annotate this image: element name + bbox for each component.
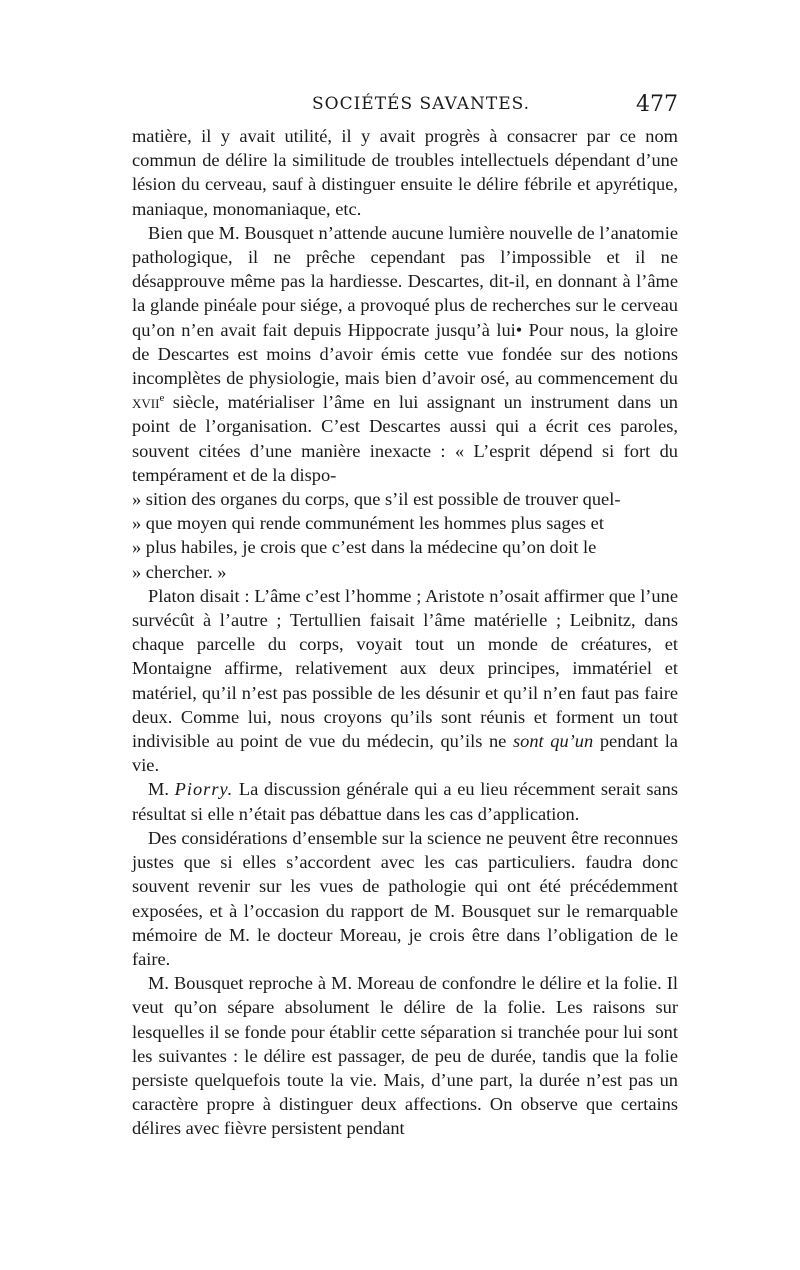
paragraph-6 — [132, 971, 678, 1140]
paragraph-3-text-b: pendant la vie. — [132, 731, 678, 776]
paragraph-1 — [132, 124, 678, 221]
paragraph-5 — [132, 826, 678, 971]
page-number: 477 — [636, 92, 678, 117]
body-text — [132, 124, 678, 1141]
paragraph-2 — [132, 221, 678, 487]
running-title: SOCIÉTÉS SAVANTES. — [312, 94, 531, 114]
quote-line-2: » que moyen qui rende communément les hommes plus sages et — [132, 513, 604, 534]
page-header — [132, 92, 678, 118]
speaker-prefix: M. — [148, 779, 169, 800]
paragraph-3-emphasis: sont qu’un — [513, 731, 594, 752]
century-superscript: e — [159, 392, 165, 405]
paragraph-3 — [132, 584, 678, 778]
paragraph-2-text-b: siècle, matérialiser l’âme en lui assignant un instrument dans un point de l’organisation. C’est Descartes aussi qui a écrit ces paroles, souvent citées d’une manière inexacte : « L’esprit dépend si fort du tempérament et de la dispo- — [132, 392, 678, 485]
century-numeral: xvii — [132, 392, 160, 413]
paragraph-1-text: matière, il y avait utilité, il y avait progrès à consacrer par ce nom commun de délire la similitude de troubles intellectuels dépendant d’une lésion du cerveau, sauf à distinguer ensuite le délire fébrile et apyrétique, maniaque, monomaniaque, etc. — [132, 126, 678, 219]
quote-line-3: » plus habiles, je crois que c’est dans la médecine qu’on doit le — [132, 537, 597, 558]
quote-line-1: » sition des organes du corps, que s’il est possible de trouver quel- — [132, 489, 621, 510]
paragraph-4-text: La discussion générale qui a eu lieu récemment serait sans résultat si elle n’était pas débattue dans les cas d’application. — [132, 779, 678, 824]
paragraph-4 — [132, 777, 678, 825]
paragraph-6-text: M. Bousquet reproche à M. Moreau de confondre le délire et la folie. Il veut qu’on sépare absolument le délire de la folie. Les raisons sur lesquelles il se fonde pour établir cette séparation si tranchée pour lui sont les suivantes : le délire est passager, de peu de durée, tandis que la folie persiste quelquefois toute la vie. Mais, d’une part, la durée n’est pas un caractère propre à distinguer deux affections. On observe que certains délires avec fièvre persistent pendant — [132, 973, 678, 1139]
paragraph-3-text-a: Platon disait : L’âme c’est l’homme ; Aristote n’osait affirmer que l’une survécût à l’autre ; Tertullien faisait l’âme matérielle ; Leibnitz, dans chaque parcelle du corps, voyait tout un monde de créatures, et Montaigne affirme, relativement aux deux principes, immatériel et matériel, qu’il n’est pas possible de les désunir et qu’il n’en faut pas faire deux. Comme lui, nous croyons qu’ils sont réunis et forment un tout indivisible au point de vue du médecin, qu’ils ne — [132, 585, 678, 752]
quote-line-4: » chercher. » — [132, 561, 227, 582]
paragraph-2-text-a: Bien que M. Bousquet n’attende aucune lumière nouvelle de l’anatomie pathologique, il ne prêche cependant pas l’impossible et il ne désapprouve même pas la hardiesse. Descartes, dit-il, en donnant à l’âme la glande pinéale pour siége, a provoqué plus de recherches sur le cerveau qu’on n’en avait fait depuis Hippocrate jusqu’à lui• Pour nous, la gloire de Descartes est moins d’avoir émis cette vue fondée sur des notions incomplètes de physiologie, mais bien d’avoir osé, au commencement du — [132, 222, 678, 389]
speaker-name: Piorry. — [174, 779, 234, 800]
paragraph-5-text: Des considérations d’ensemble sur la science ne peuvent être reconnues justes que si elles s’accordent avec les cas particuliers. faudra donc souvent revenir sur les vues de pathologie qui ont été précédemment exposées, et à l’occasion du rapport de M. Bousquet sur le remarquable mémoire de M. le docteur Moreau, je crois être dans l’obligation de le faire. — [132, 827, 678, 969]
